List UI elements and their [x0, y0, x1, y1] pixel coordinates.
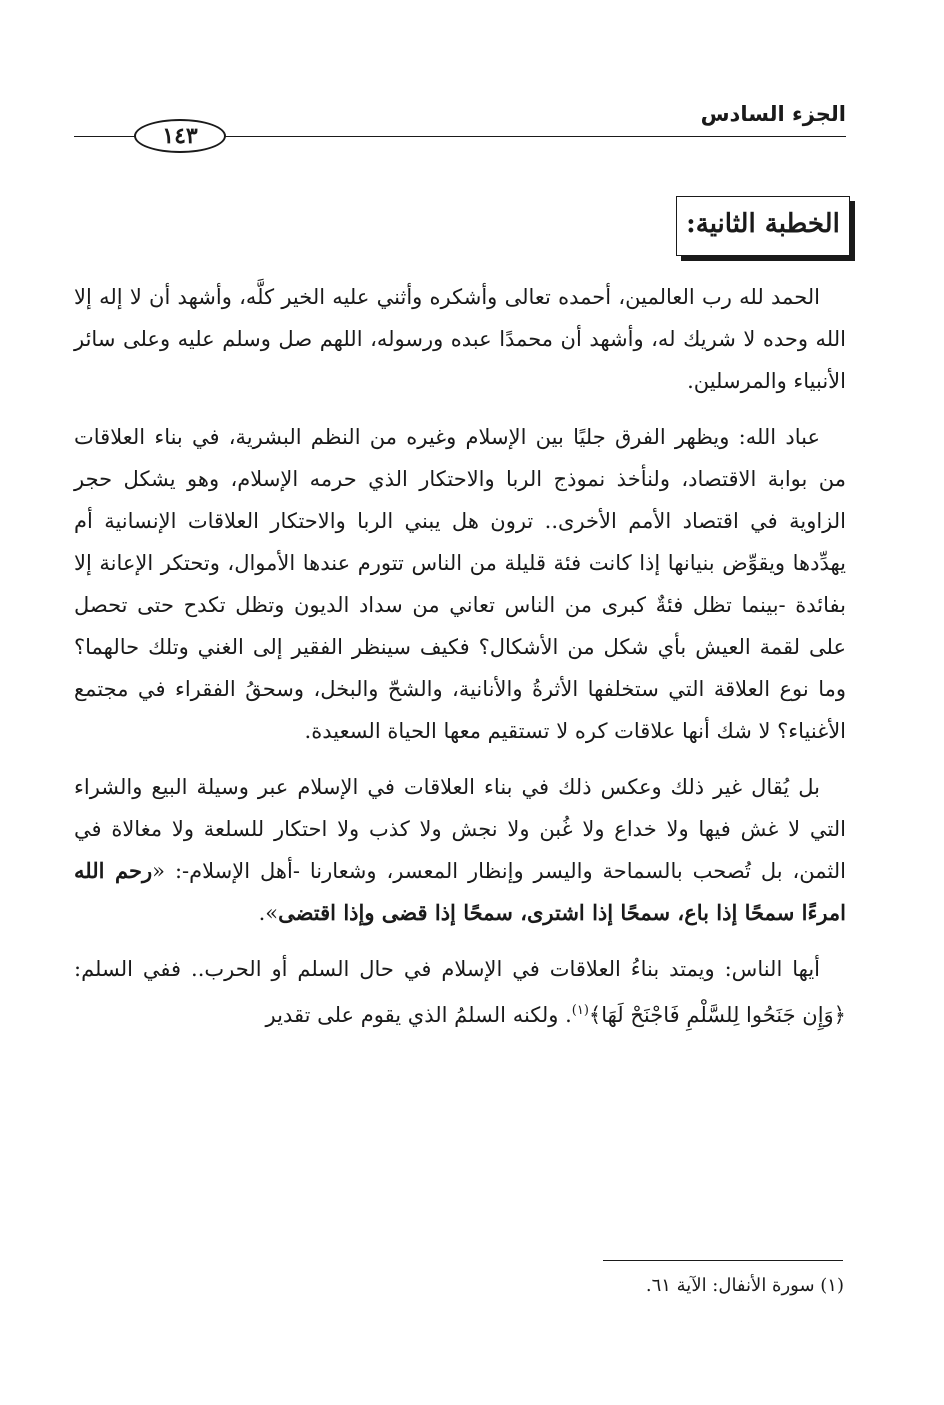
page-header: [74, 100, 846, 160]
paragraph-peace-end: . ولكنه السلمُ الذي يقوم على تقدير: [265, 1003, 572, 1027]
page-number: ١٤٣: [134, 119, 226, 153]
footnote-reference: (١): [571, 1003, 589, 1018]
footnote-rule: [603, 1260, 843, 1261]
paragraph-trade-end: ».: [258, 901, 279, 925]
paragraph-peace-text: أيها الناس: ويمتد بناءُ العلاقات في الإسلام في حال السلم أو الحرب.. ففي السلم: ﴿وَإِن جَنَحُوا لِلسَّلْمِ فَاجْنَحْ لَهَا﴾: [74, 957, 846, 1027]
paragraph-opening: الحمد لله رب العالمين، أحمده تعالى وأشكره وأثني عليه الخير كلَّه، وأشهد أن لا إله إلا الله وحده لا شريك له، وأشهد أن محمدًا عبده ورسوله، اللهم صل وسلم عليه وعلى سائر الأنبياء والمرسلين.: [74, 285, 846, 393]
section-title: الخطبة الثانية:: [676, 196, 850, 256]
paragraph-trade: [74, 766, 846, 934]
paragraph-usury: عباد الله: ويظهر الفرق جليًا بين الإسلام وغيره من النظم البشرية، في بناء العلاقات من بوابة الاقتصاد، ولنأخذ نموذج الربا والاحتكار الذي حرمه الإسلام، وهو يشكل حجر الزاوية في اقتصاد الأمم الأخرى.. ترون هل يبني الربا والاحتكار العلاقات الإنسانية أم يهدِّدها ويقوِّض بنيانها إذا كانت فئة قليلة من الناس تتورم عندها الأموال، وتحتكر الإعانة إلا بفائدة -بينما تظل فئةٌ كبرى من الناس تعاني من سداد الديون وتظل تكدح حتى تحصل على لقمة العيش بأي شكل من الأشكال؟ فكيف سينظر الفقير إلى الغني وتلك حالهما؟ وما نوع العلاقة التي ستخلفها الأثرةُ والأنانية، والشحّ والبخل، وسحقُ الفقراء في مجتمع الأغنياء؟ لا شك أنها علاقات كره لا تستقيم معها الحياة السعيدة.: [74, 425, 846, 743]
header-title: الجزء السادس: [700, 102, 846, 126]
footnote: (١) سورة الأنفال: الآية ٦١.: [645, 1275, 844, 1296]
paragraph-peace: [74, 948, 846, 1036]
hadith-quote: رحم الله امرءًا سمحًا إذا باع، سمحًا إذا اشترى، سمحًا إذا قضى وإذا اقتضى: [74, 858, 846, 925]
body-text: [74, 276, 846, 1050]
paragraph-trade-text: بل يُقال غير ذلك وعكس ذلك في بناء العلاقات في الإسلام عبر وسيلة البيع والشراء التي لا غش فيها ولا خداع ولا غُبن ولا نجش ولا كذب ولا احتكار للسلعة ولا مغالاة في الثمن، بل تُصحب بالسماحة واليسر وإنظار المعسر، وشعارنا -أهل الإسلام-: «: [74, 775, 846, 883]
